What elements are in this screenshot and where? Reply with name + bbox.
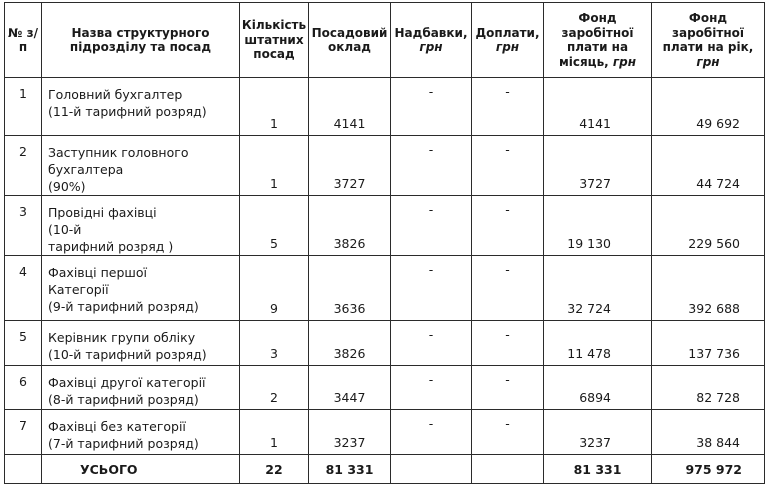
row-name-line: (90%) [48,179,86,194]
total-count: 22 [240,455,309,484]
row-salary: 4141 [309,78,391,136]
table-row [5,410,765,455]
row-count: 5 [240,196,309,256]
header-bonuses-unit: грн [419,40,443,54]
row-num: 6 [5,366,42,410]
row-name-line: Керівник групи обліку [48,330,196,345]
header-fund-month-label: Фонд заробітної плати на місяць, [558,11,634,69]
header-fund-month-unit: грн [612,54,637,69]
header-fund-year [652,3,765,78]
total-month: 81 331 [544,455,652,484]
row-name [42,78,240,136]
row-count: 9 [240,256,309,321]
row-name [42,366,240,410]
header-bonuses-label: Надбавки, [394,25,468,40]
table-header-row [5,3,765,78]
row-count: 3 [240,321,309,366]
row-num: 4 [5,256,42,321]
row-num: 7 [5,410,42,455]
row-fund-year: 38 844 [652,410,765,455]
total-salary: 81 331 [309,455,391,484]
row-fund-month: 19 130 [544,196,652,256]
row-fund-year: 49 692 [652,78,765,136]
row-count: 2 [240,366,309,410]
row-bonus: - [391,321,472,366]
row-fund-year: 392 688 [652,256,765,321]
total-label: УСЬОГО [42,455,240,484]
table-row [5,136,765,196]
row-fund-month: 6894 [544,366,652,410]
header-bonuses [391,3,472,78]
row-count: 1 [240,410,309,455]
row-bonus: - [391,196,472,256]
row-name-line: Провідні фахівці [48,205,157,220]
header-extra-label: Доплати, [475,25,540,40]
row-extra: - [472,78,544,136]
header-count: Кількість штатних посад [240,3,309,78]
row-fund-month: 32 724 [544,256,652,321]
table-row [5,321,765,366]
total-bonus-cell [391,455,472,484]
row-count: 1 [240,136,309,196]
row-salary: 3447 [309,366,391,410]
row-name [42,256,240,321]
row-salary: 3727 [309,136,391,196]
row-name-line: (9-й тарифний розряд) [48,299,199,314]
header-fund-month [544,3,652,78]
staff-salary-table [4,2,765,484]
table-row [5,196,765,256]
row-bonus: - [391,136,472,196]
row-num: 3 [5,196,42,256]
row-name [42,321,240,366]
row-name-line: (7-й тарифний розряд) [48,436,199,451]
row-salary: 3826 [309,196,391,256]
total-row [5,455,765,484]
row-extra: - [472,256,544,321]
row-bonus: - [391,366,472,410]
row-name-line: бухгалтера [48,162,124,177]
row-name-line: Фахівці другої категорії [48,375,206,390]
total-num-cell [5,455,42,484]
header-fund-year-label: Фонд заробітної плати на рік, [662,11,754,54]
header-num: № з/п [5,3,42,78]
row-salary: 3636 [309,256,391,321]
header-extra-unit: грн [495,40,520,54]
row-fund-month: 11 478 [544,321,652,366]
row-name [42,410,240,455]
header-extra [472,3,544,78]
table-row [5,256,765,321]
row-num: 2 [5,136,42,196]
row-salary: 3826 [309,321,391,366]
row-name-line: Головний бухгалтер [48,87,183,102]
row-fund-month: 3727 [544,136,652,196]
header-salary: Посадовий оклад [309,3,391,78]
row-name-line: Заступник головного [48,145,189,160]
header-fund-year-unit: грн [696,54,720,69]
row-fund-year: 44 724 [652,136,765,196]
row-bonus: - [391,410,472,455]
row-name-line: (11-й тарифний розряд) [48,104,207,119]
total-year: 975 972 [652,455,765,484]
row-extra: - [472,136,544,196]
row-fund-month: 4141 [544,78,652,136]
row-extra: - [472,196,544,256]
row-fund-year: 229 560 [652,196,765,256]
row-name-line: Фахівці без категорії [48,419,186,434]
row-extra: - [472,366,544,410]
row-num: 5 [5,321,42,366]
row-extra: - [472,321,544,366]
row-bonus: - [391,256,472,321]
row-name-line: тарифний розряд ) [48,239,174,254]
row-name [42,136,240,196]
row-bonus: - [391,78,472,136]
row-fund-month: 3237 [544,410,652,455]
header-name: Назва структурного підрозділу та посад [42,3,240,78]
table-row [5,78,765,136]
row-count: 1 [240,78,309,136]
row-fund-year: 137 736 [652,321,765,366]
row-name-line: Фахівці першої [48,265,147,280]
row-name-line: (8-й тарифний розряд) [48,392,199,407]
row-salary: 3237 [309,410,391,455]
row-name [42,196,240,256]
row-num: 1 [5,78,42,136]
table-row [5,366,765,410]
row-name-line: (10-й [48,222,82,237]
total-extra-cell [472,455,544,484]
row-fund-year: 82 728 [652,366,765,410]
row-extra: - [472,410,544,455]
row-name-line: Категорії [48,282,109,297]
row-name-line: (10-й тарифний розряд) [48,347,207,362]
